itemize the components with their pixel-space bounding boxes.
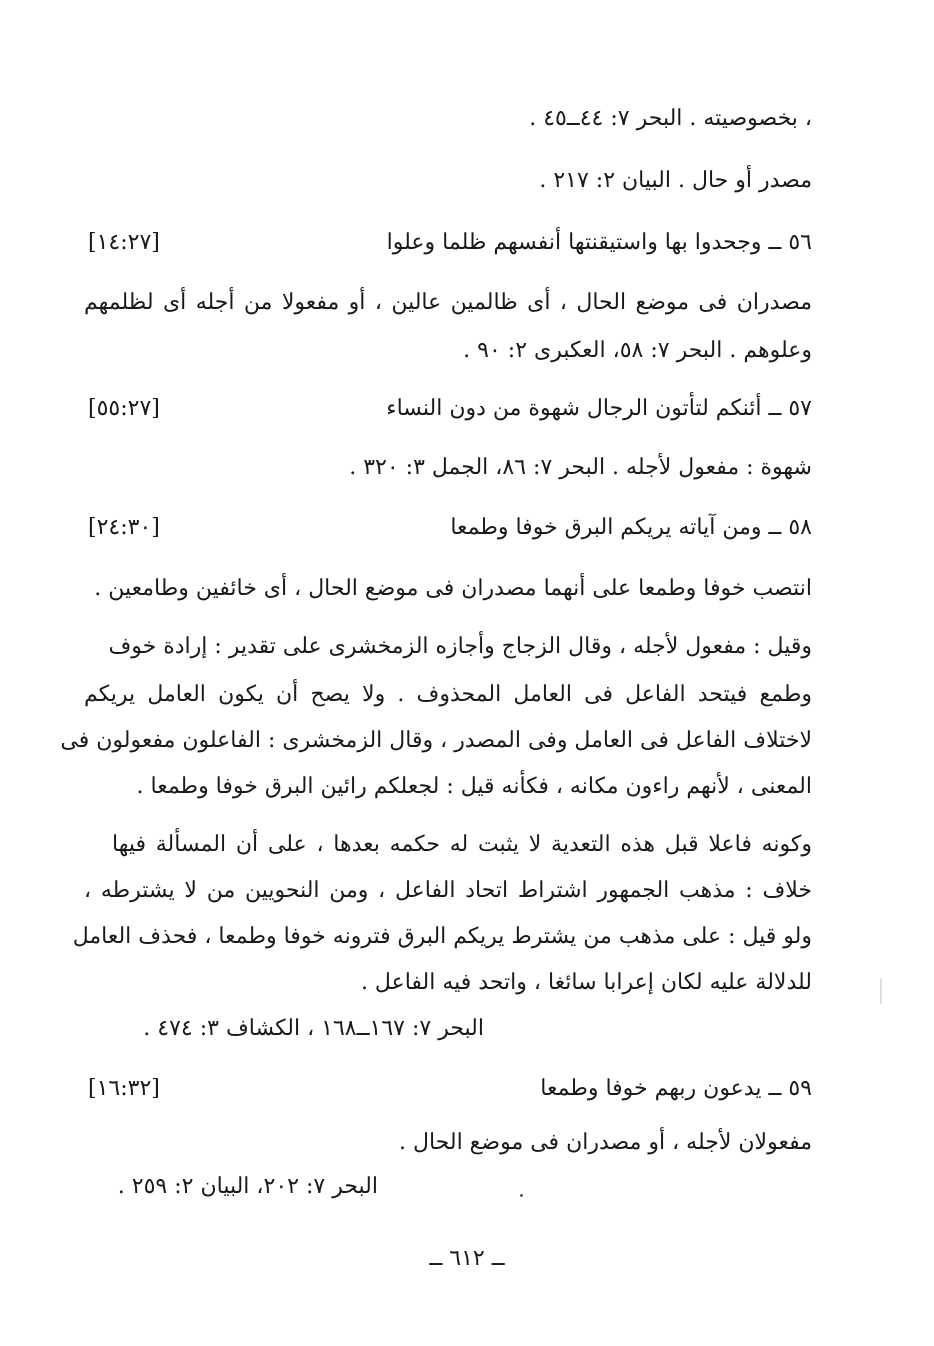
- verse-59: ٥٩ ــ يدعون ربهم خوفا وطمعا: [540, 1076, 812, 1101]
- paragraph-2-line-2: خلاف : مذهب الجمهور اشتراط اتحاد الفاعل ، ومن النحويين من لا يشترطه ،: [84, 878, 812, 903]
- text-line-2: مصدر أو حال . البيان ٢: ٢١٧ .: [539, 168, 812, 193]
- text-line-4b: وعلوهم . البحر ٧: ٥٨، العكبرى ٢: ٩٠ .: [463, 338, 812, 363]
- paragraph-1-line-4: المعنى ، لأنهم راءون مكانه ، فكأنه قيل : لجعلكم رائين البرق خوفا وطمعا .: [136, 774, 812, 799]
- source-59: البحر ٧: ٢٠٢، البيان ٢: ٢٥٩ .: [117, 1174, 378, 1199]
- text-line-4a: مصدران فى موضع الحال ، أى ظالمين عالين ، أو مفعولا من أجله أى لظلمهم: [84, 290, 812, 315]
- page-number: ــ ٦١٢ ــ: [429, 1246, 505, 1271]
- paragraph-1-line-1: وقيل : مفعول لأجله ، وقال الزجاج وأجازه الزمخشرى على تقدير : إرادة خوف: [108, 634, 812, 659]
- scan-speck: [520, 1194, 523, 1197]
- source-58: البحر ٧: ١٦٧ــ١٦٨ ، الكشاف ٣: ٤٧٤ .: [143, 1016, 484, 1041]
- text-line-59a: مفعولان لأجله ، أو مصدران فى موضع الحال .: [399, 1130, 812, 1155]
- text-line-1: ، بخصوصيته . البحر ٧: ٤٤ــ٤٥ .: [529, 106, 812, 131]
- verse-57: ٥٧ ــ أئنكم لتأتون الرجال شهوة من دون النساء: [386, 396, 812, 421]
- verse-57-reference: [٥٥:٢٧]: [88, 396, 160, 421]
- verse-58-reference: [٢٤:٣٠]: [88, 515, 160, 540]
- scan-mark: [880, 978, 882, 1004]
- verse-56-reference: [١٤:٢٧]: [88, 230, 160, 255]
- paragraph-1-line-2: وطمع فيتحد الفاعل فى العامل المحذوف . ولا يصح أن يكون العامل يريكم: [84, 682, 812, 707]
- verse-56: ٥٦ ــ وجحدوا بها واستيقنتها أنفسهم ظلما وعلوا: [386, 230, 812, 255]
- paragraph-2-line-4: للدلالة عليه لكان إعرابا سائغا ، واتحد فيه الفاعل .: [360, 970, 812, 995]
- verse-58: ٥٨ ــ ومن آياته يريكم البرق خوفا وطمعا: [450, 515, 812, 540]
- verse-59-reference: [١٦:٣٢]: [88, 1076, 160, 1101]
- paragraph-2-line-3: ولو قيل : على مذهب من يشترط يريكم البرق فترونه خوفا وطمعا ، فحذف العامل: [72, 924, 812, 949]
- paragraph-2-line-1: وكونه فاعلا قبل هذه التعدية لا يثبت له حكمه بعدها ، على أن المسألة فيها: [112, 832, 812, 857]
- text-line-8: انتصب خوفا وطمعا على أنهما مصدران فى موضع الحال ، أى خائفين وطامعين .: [94, 576, 812, 601]
- text-line-6: شهوة : مفعول لأجله . البحر ٧: ٨٦، الجمل ٣: ٣٢٠ .: [349, 455, 812, 480]
- paragraph-1-line-3: لاختلاف الفاعل فى العامل وفى المصدر ، وقال الزمخشرى : الفاعلون مفعولون فى: [60, 728, 812, 753]
